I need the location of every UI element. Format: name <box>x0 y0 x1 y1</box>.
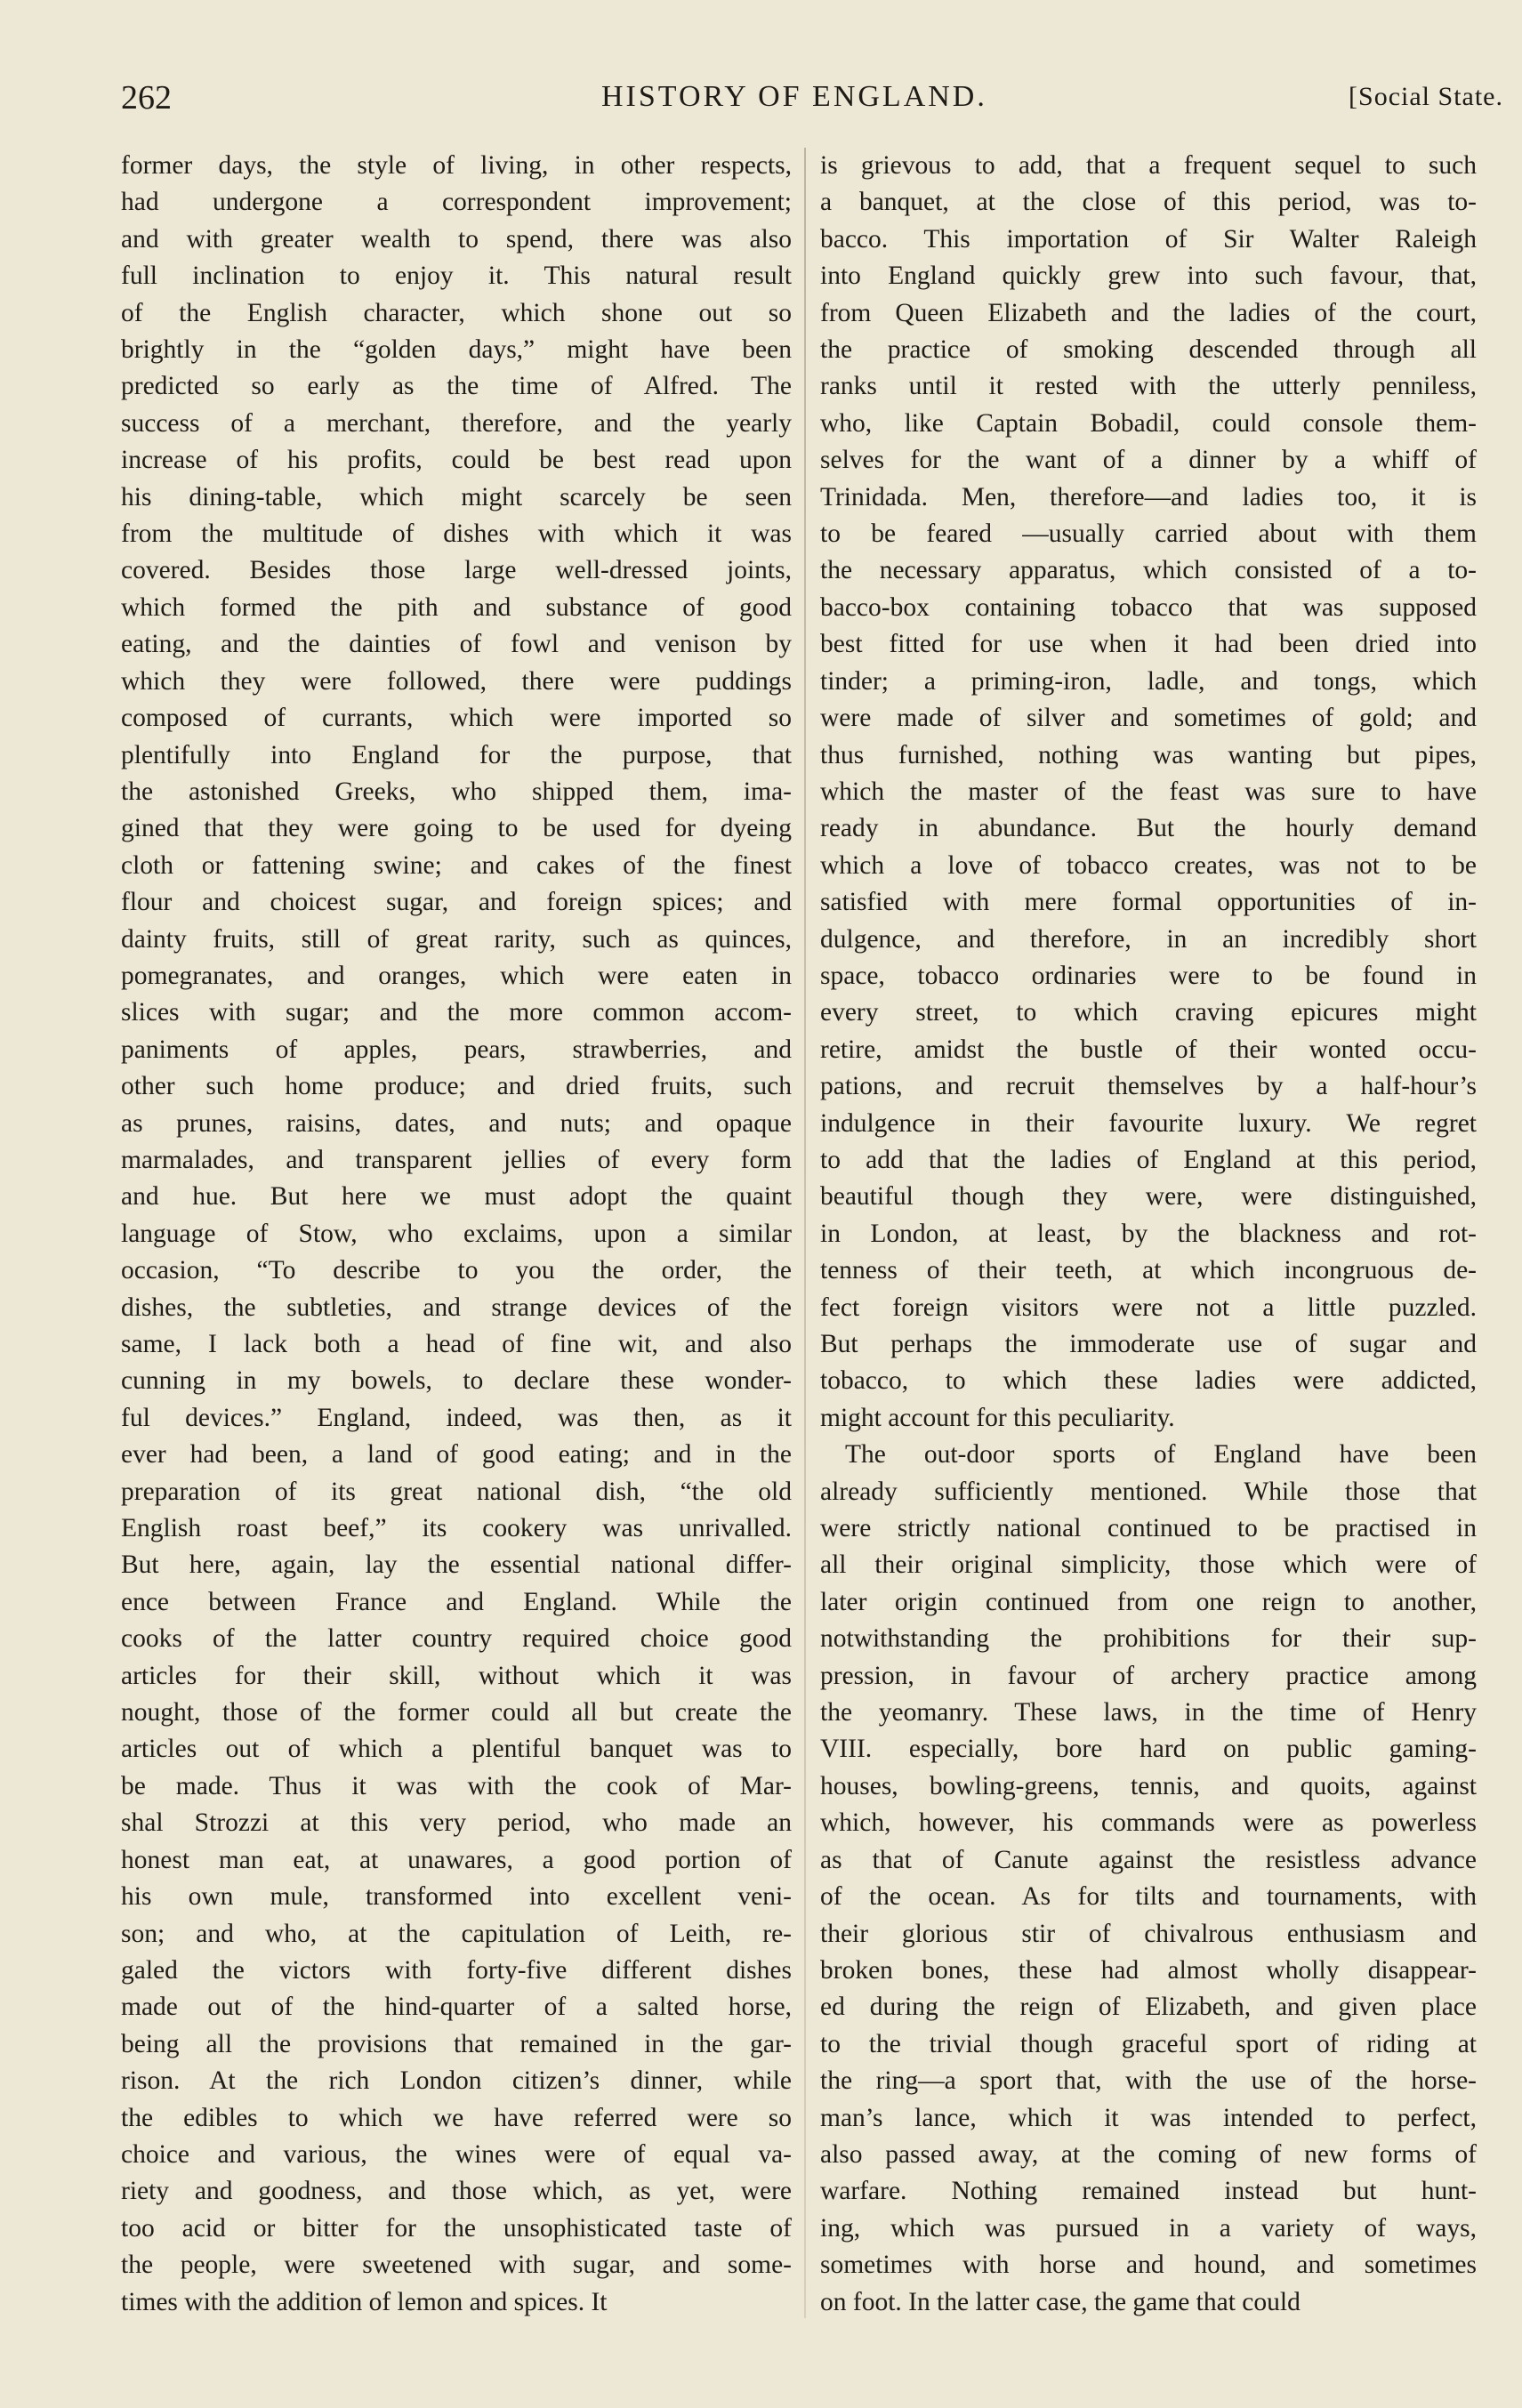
text-line: cloth or fattening swine; and cakes of the finest <box>121 850 792 880</box>
text-line: But here, again, lay the essential national differ- <box>121 1550 792 1580</box>
left-text-column <box>121 148 792 2321</box>
text-line: already sufficiently mentioned. While those that <box>820 1477 1477 1506</box>
text-line: his dining-table, which might scarcely be seen <box>121 482 792 511</box>
text-line: as prunes, raisins, dates, and nuts; and opaque <box>121 1108 792 1138</box>
text-line: the necessary apparatus, which consisted of a to- <box>820 556 1477 585</box>
text-line: ready in abundance. But the hourly demand <box>820 814 1477 843</box>
text-line: their glorious stir of chivalrous enthusiasm and <box>820 1919 1477 1948</box>
text-line: on foot. In the latter case, the game that could <box>820 2287 1301 2316</box>
text-line: tenness of their teeth, at which incongruous de- <box>820 1256 1477 1285</box>
text-line: But perhaps the immoderate use of sugar and <box>820 1330 1477 1358</box>
text-line: ranks until it rested with the utterly penniless, <box>820 372 1477 401</box>
text-line: man’s lance, which it was intended to perfect, <box>820 2103 1477 2132</box>
text-line: occasion, “To describe to you the order, the <box>121 1256 792 1285</box>
page-header <box>121 78 1503 123</box>
text-line: The out-door sports of England have been <box>845 1440 1477 1470</box>
text-line: every street, to which craving epicures might <box>820 998 1477 1027</box>
text-line: composed of currants, which were imported so <box>121 704 792 733</box>
text-line: dainty fruits, still of great rarity, such as quinces, <box>121 924 792 954</box>
text-line: which a love of tobacco creates, was not to be <box>820 850 1477 880</box>
text-line: cunning in my bowels, to declare these wonder- <box>121 1366 792 1396</box>
text-line: covered. Besides those large well-dressed joints, <box>121 556 792 585</box>
text-line: fect foreign visitors were not a little puzzled. <box>820 1293 1477 1322</box>
text-line: riety and goodness, and those which, as yet, were <box>121 2177 792 2206</box>
text-line: tobacco, to which these ladies were addicted, <box>820 1366 1477 1396</box>
text-line: galed the victors with forty-five different dishes <box>121 1955 792 1985</box>
text-line: were made of silver and sometimes of gold; and <box>820 704 1477 733</box>
text-line: and hue. But here we must adopt the quaint <box>121 1182 792 1212</box>
text-line: English roast beef,” its cookery was unrivalled. <box>121 1514 792 1543</box>
text-line: also passed away, at the coming of new forms of <box>820 2139 1477 2169</box>
text-line: other such home produce; and dried fruits, such <box>121 1072 792 1101</box>
text-line: ence between France and England. While the <box>121 1587 792 1616</box>
text-line: rison. At the rich London citizen’s dinner, while <box>121 2066 792 2096</box>
text-line: flour and choicest sugar, and foreign spices; and <box>121 888 792 917</box>
text-line: honest man eat, at unawares, a good portion of <box>121 1845 792 1874</box>
text-line: is grievous to add, that a frequent sequel to such <box>820 151 1477 180</box>
text-line: sometimes with horse and hound, and sometimes <box>820 2251 1477 2280</box>
text-line: nought, those of the former could all but create the <box>121 1698 792 1727</box>
text-line: the astonished Greeks, who shipped them, ima- <box>121 777 792 806</box>
text-line: to add that the ladies of England at this period, <box>820 1145 1477 1174</box>
section-label: [Social State. <box>1349 82 1503 111</box>
running-title: HISTORY OF ENGLAND. <box>601 80 987 113</box>
text-line: which, however, his commands were as powerless <box>820 1808 1477 1838</box>
text-line: gined that they were going to be used for dyeing <box>121 814 792 843</box>
text-line: times with the addition of lemon and spices. It <box>121 2287 608 2316</box>
text-line: ever had been, a land of good eating; and in the <box>121 1440 792 1470</box>
text-line: full inclination to enjoy it. This natural result <box>121 262 792 291</box>
text-line: articles for their skill, without which it was <box>121 1661 792 1690</box>
text-line: pression, in favour of archery practice among <box>820 1661 1477 1690</box>
text-line: retire, amidst the bustle of their wonted occu- <box>820 1035 1477 1064</box>
text-line: paniments of apples, pears, strawberries, and <box>121 1035 792 1064</box>
text-line: the yeomanry. These laws, in the time of Henry <box>820 1698 1477 1727</box>
text-line: VIII. especially, bore hard on public gaming- <box>820 1735 1477 1764</box>
text-line: as that of Canute against the resistless advance <box>820 1845 1477 1874</box>
text-line: dishes, the subtleties, and strange devices of the <box>121 1293 792 1322</box>
text-line: beautiful though they were, were distinguished, <box>820 1182 1477 1212</box>
text-line: broken bones, these had almost wholly disappear- <box>820 1955 1477 1985</box>
text-line: shal Strozzi at this very period, who made an <box>121 1808 792 1838</box>
text-line: preparation of its great national dish, “the old <box>121 1477 792 1506</box>
text-line: dulgence, and therefore, in an incredibly short <box>820 924 1477 954</box>
text-line: and with greater wealth to spend, there was also <box>121 224 792 254</box>
text-line: articles out of which a plentiful banquet was to <box>121 1735 792 1764</box>
text-line: who, like Captain Bobadil, could console them- <box>820 408 1477 438</box>
text-line: from Queen Elizabeth and the ladies of the court, <box>820 298 1477 327</box>
text-line: selves for the want of a dinner by a whiff of <box>820 446 1477 475</box>
text-line: houses, bowling-greens, tennis, and quoits, against <box>820 1771 1477 1800</box>
text-line: ing, which was pursued in a variety of ways, <box>820 2213 1477 2243</box>
text-line: the practice of smoking descended through all <box>820 335 1477 365</box>
text-line: bacco. This importation of Sir Walter Raleigh <box>820 224 1477 254</box>
text-line: indulgence in their favourite luxury. We regret <box>820 1108 1477 1138</box>
text-line: bacco-box containing tobacco that was supposed <box>820 592 1477 622</box>
text-line: made out of the hind-quarter of a salted horse, <box>121 1993 792 2022</box>
text-line: former days, the style of living, in other respects, <box>121 151 792 180</box>
text-line: space, tobacco ordinaries were to be found in <box>820 961 1477 990</box>
text-line: thus furnished, nothing was wanting but pipes, <box>820 740 1477 769</box>
text-line: increase of his profits, could be best read upon <box>121 446 792 475</box>
text-line: cooks of the latter country required choice good <box>121 1624 792 1654</box>
text-line: satisfied with mere formal opportunities of in- <box>820 888 1477 917</box>
text-line: the edibles to which we have referred were so <box>121 2103 792 2132</box>
text-line: the ring—a sport that, with the use of the horse- <box>820 2066 1477 2096</box>
text-line: predicted so early as the time of Alfred. The <box>121 372 792 401</box>
text-line: too acid or bitter for the unsophisticated taste of <box>121 2213 792 2243</box>
text-line: brightly in the “golden days,” might have been <box>121 335 792 365</box>
text-line: warfare. Nothing remained instead but hunt- <box>820 2177 1477 2206</box>
text-line: his own mule, transformed into excellent veni- <box>121 1882 792 1912</box>
text-line: Trinidada. Men, therefore—and ladies too, it is <box>820 482 1477 511</box>
text-line: to the trivial though graceful sport of riding at <box>820 2029 1477 2058</box>
text-line: ful devices.” England, indeed, was then, as it <box>121 1403 792 1432</box>
text-line: of the English character, which shone out so <box>121 298 792 327</box>
text-line: had undergone a correspondent improvement; <box>121 188 792 217</box>
text-line: being all the provisions that remained in the gar- <box>121 2029 792 2058</box>
text-line: from the multitude of dishes with which it was <box>121 519 792 549</box>
column-divider <box>804 148 806 2318</box>
text-line: were strictly national continued to be practised in <box>820 1514 1477 1543</box>
text-line: a banquet, at the close of this period, was to- <box>820 188 1477 217</box>
text-line: language of Stow, who exclaims, upon a similar <box>121 1219 792 1248</box>
text-line: later origin continued from one reign to another, <box>820 1587 1477 1616</box>
text-line: might account for this peculiarity. <box>820 1403 1175 1432</box>
text-line: into England quickly grew into such favour, that, <box>820 262 1477 291</box>
page-number: 262 <box>121 79 172 117</box>
text-line: success of a merchant, therefore, and the yearly <box>121 408 792 438</box>
text-line: marmalades, and transparent jellies of every form <box>121 1145 792 1174</box>
text-line: all their original simplicity, those which were of <box>820 1550 1477 1580</box>
right-text-column <box>820 148 1477 2321</box>
text-line: same, I lack both a head of fine wit, and also <box>121 1330 792 1358</box>
text-line: slices with sugar; and the more common accom- <box>121 998 792 1027</box>
text-line: tinder; a priming-iron, ladle, and tongs, which <box>820 666 1477 696</box>
text-line: be made. Thus it was with the cook of Mar- <box>121 1771 792 1800</box>
text-line: which the master of the feast was sure to have <box>820 777 1477 806</box>
text-line: son; and who, at the capitulation of Leith, re- <box>121 1919 792 1948</box>
text-line: plentifully into England for the purpose, that <box>121 740 792 769</box>
text-line: the people, were sweetened with sugar, and some- <box>121 2251 792 2280</box>
text-line: pomegranates, and oranges, which were eaten in <box>121 961 792 990</box>
text-line: best fitted for use when it had been dried into <box>820 630 1477 659</box>
text-line: notwithstanding the prohibitions for their sup- <box>820 1624 1477 1654</box>
text-line: of the ocean. As for tilts and tournaments, with <box>820 1882 1477 1912</box>
text-line: which they were followed, there were puddings <box>121 666 792 696</box>
text-line: choice and various, the wines were of equal va- <box>121 2139 792 2169</box>
text-line: in London, at least, by the blackness and rot- <box>820 1219 1477 1248</box>
text-line: pations, and recruit themselves by a half-hour’s <box>820 1072 1477 1101</box>
text-line: which formed the pith and substance of good <box>121 592 792 622</box>
text-line: eating, and the dainties of fowl and venison by <box>121 630 792 659</box>
text-line: to be feared —usually carried about with them <box>820 519 1477 549</box>
text-line: ed during the reign of Elizabeth, and given place <box>820 1993 1477 2022</box>
